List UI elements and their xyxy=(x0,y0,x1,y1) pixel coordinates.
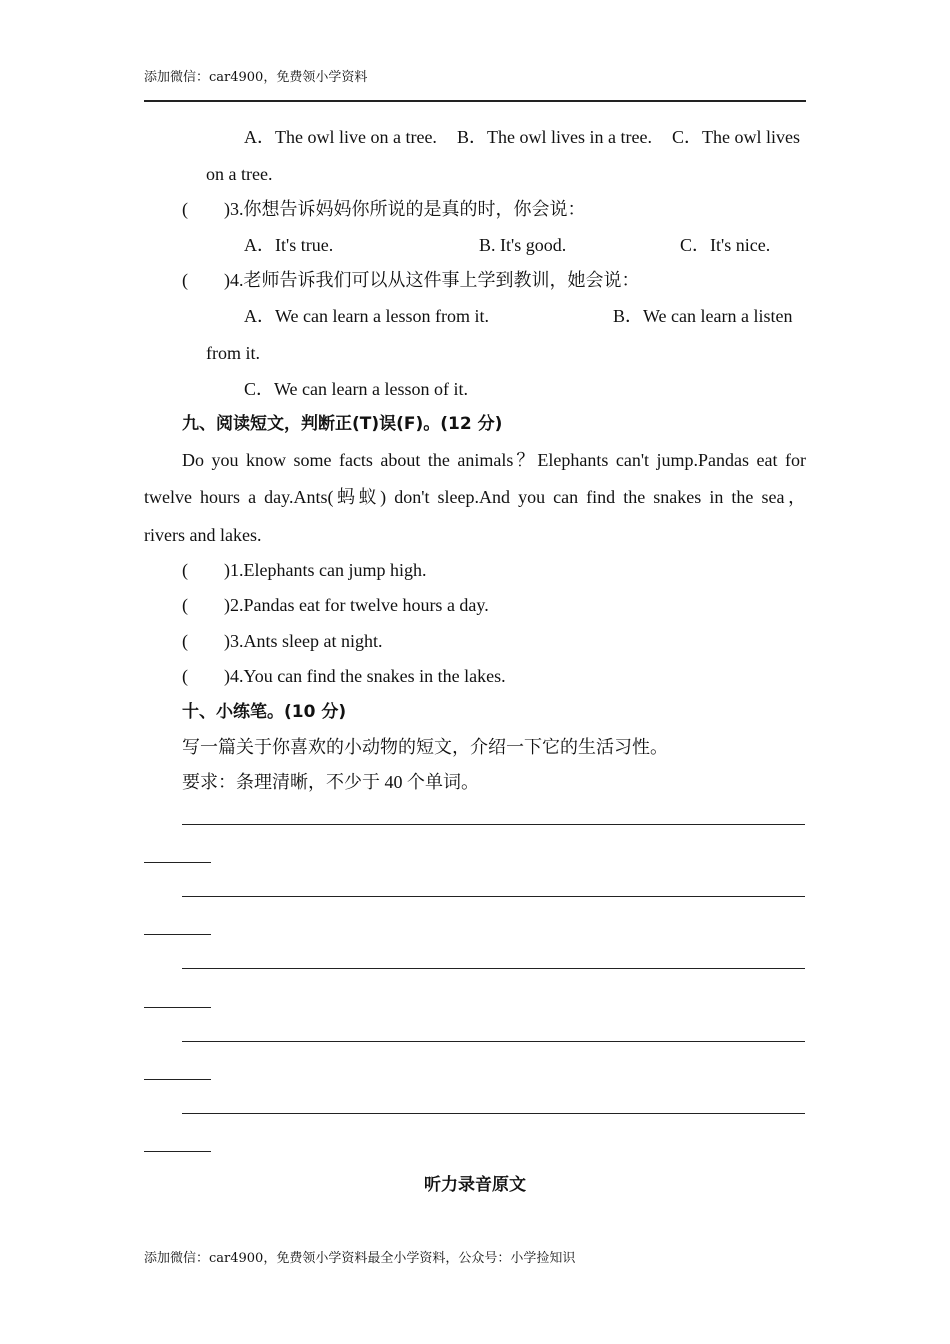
section9-title: 九、阅读短文，判断正(T)误(F)。(12 分) xyxy=(182,414,503,434)
tf-item-text: 1.Elephants can jump high. xyxy=(230,560,427,580)
q3-option-c: C．It's nice. xyxy=(680,235,771,255)
answer-bracket[interactable]: ( ) xyxy=(182,560,230,580)
writing-line-end[interactable] xyxy=(144,1007,211,1008)
q4-stem: 4.老师告诉我们可以从这件事上学到教训，她会说： xyxy=(230,270,640,290)
tf-item-text: 4.You can find the snakes in the lakes. xyxy=(230,666,506,686)
q2-option-c: C．The owl lives xyxy=(672,127,800,147)
q4-option-a: A．We can learn a lesson from it. xyxy=(244,306,489,326)
q4-question xyxy=(182,268,640,292)
writing-line[interactable] xyxy=(182,1041,805,1042)
writing-line[interactable] xyxy=(182,824,805,825)
q2-option-b: B．The owl lives in a tree. xyxy=(457,127,652,147)
listening-script-title: 听力录音原文 xyxy=(424,1175,526,1195)
writing-line-end[interactable] xyxy=(144,862,211,863)
tf-item-text: 2.Pandas eat for twelve hours a day. xyxy=(230,595,489,615)
q2-option-c-cont: on a tree. xyxy=(206,164,273,184)
passage-line-1: Do you know some facts about the animals？Elephants can't jump.Pandas eat for xyxy=(182,450,806,470)
q3-stem: 3.你想告诉妈妈你所说的是真的时，你会说： xyxy=(230,199,586,219)
tf-item-4 xyxy=(182,664,506,688)
q4-option-c: C．We can learn a lesson of it. xyxy=(244,379,468,399)
writing-line-end[interactable] xyxy=(144,1079,211,1080)
tf-item-1 xyxy=(182,558,426,582)
writing-line[interactable] xyxy=(182,1113,805,1114)
q4-option-b: B．We can learn a listen xyxy=(613,306,793,326)
answer-bracket[interactable]: ( ) xyxy=(182,631,230,651)
q3-option-a: A．It's true. xyxy=(244,235,334,255)
writing-line[interactable] xyxy=(182,896,805,897)
q2-option-a: A．The owl live on a tree. xyxy=(244,127,437,147)
tf-item-2 xyxy=(182,593,489,617)
tf-item-3 xyxy=(182,629,382,653)
writing-instruction: 写一篇关于你喜欢的小动物的短文，介绍一下它的生活习性。 xyxy=(182,737,668,757)
page-header: 添加微信：car4900，免费领小学资料 xyxy=(144,70,368,85)
writing-line-end[interactable] xyxy=(144,934,211,935)
page-footer: 添加微信：car4900，免费领小学资料最全小学资料，公众号：小学捡知识 xyxy=(144,1251,576,1266)
tf-item-text: 3.Ants sleep at night. xyxy=(230,631,383,651)
writing-requirement: 要求：条理清晰，不少于 40 个单词。 xyxy=(182,772,479,792)
q3-option-b: B. It's good. xyxy=(479,235,567,255)
header-divider xyxy=(144,100,806,102)
answer-bracket[interactable]: ( ) xyxy=(182,666,230,686)
answer-bracket[interactable]: ( ) xyxy=(182,595,230,615)
q4-option-b-cont: from it. xyxy=(206,343,260,363)
passage-line-2: twelve hours a day.Ants(蚂蚁) don't sleep.And you can find the snakes in the sea， xyxy=(144,487,806,507)
writing-line[interactable] xyxy=(182,968,805,969)
writing-line-end[interactable] xyxy=(144,1151,211,1152)
answer-bracket[interactable]: ( ) xyxy=(182,199,230,219)
section10-title: 十、小练笔。(10 分) xyxy=(182,702,347,722)
passage-line-3: rivers and lakes. xyxy=(144,525,262,545)
q3-question xyxy=(182,197,586,221)
answer-bracket[interactable]: ( ) xyxy=(182,270,230,290)
